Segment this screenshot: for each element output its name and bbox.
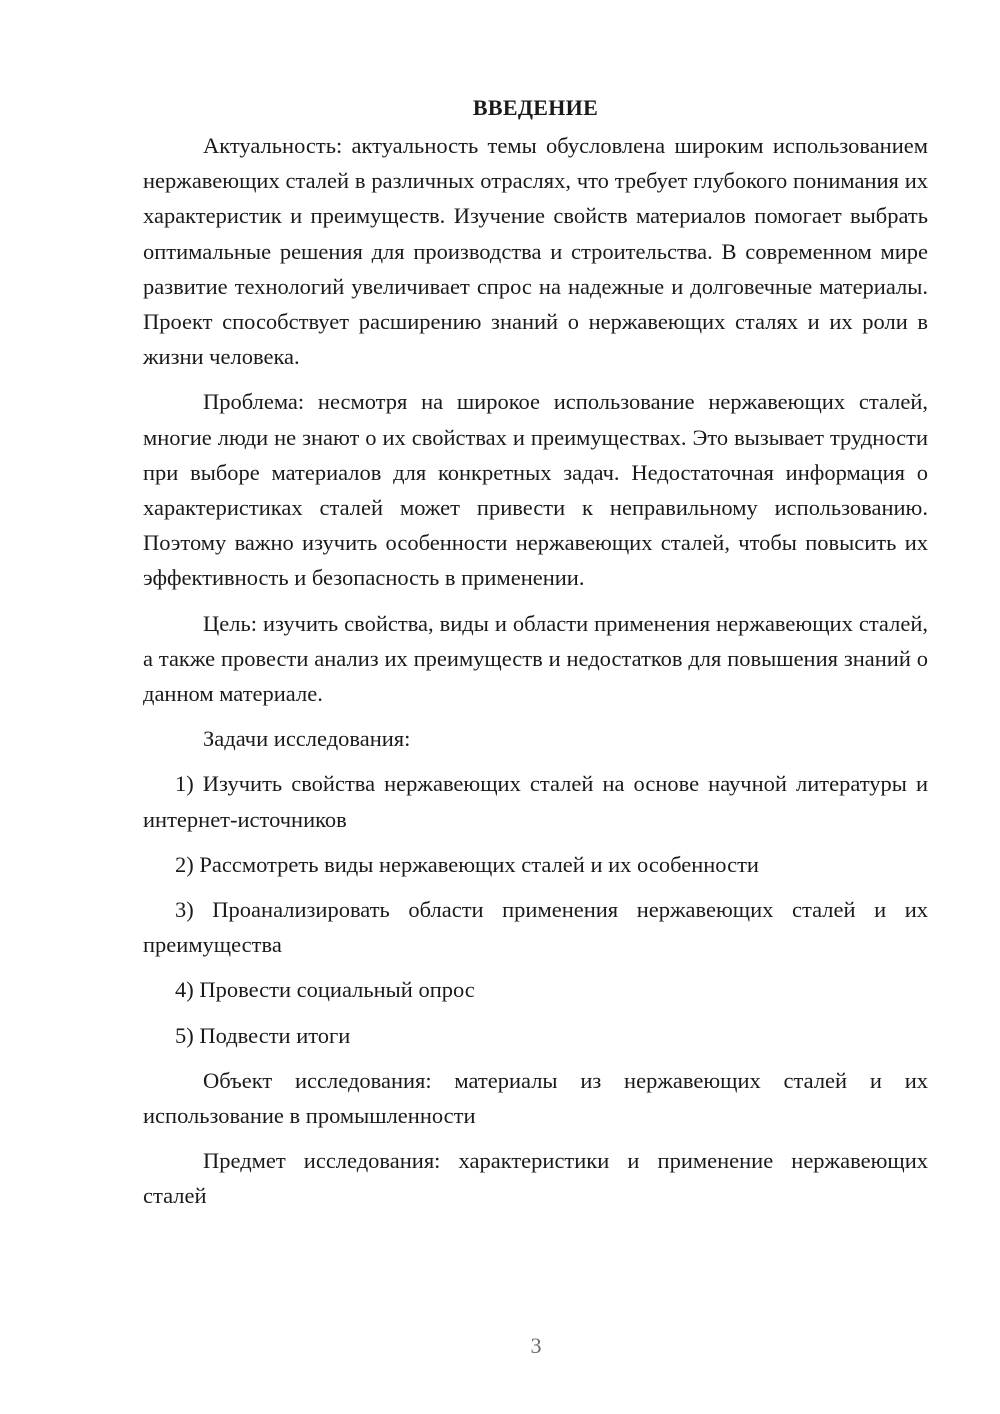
paragraph-actuality: Актуальность: актуальность темы обусловлена широким использованием нержавеющих сталей в различных отраслях, что требует глубокого понимания их характеристик и преимуществ. Изучение свойств материалов помогает выбрать оптимальные решения для производства и строительства. В современном мире развитие технологий увеличивает спрос на надежные и долговечные материалы. Проект способствует расширению знаний о нержавеющих сталях и их роли в жизни человека. [143,133,928,370]
list-item: 3) Проанализировать области применения нержавеющих сталей и их преимущества [143,897,928,958]
paragraph-goal: Цель: изучить свойства, виды и области применения нержавеющих сталей, а также провести анализ их преимуществ и недостатков для повышения знаний о данном материале. [143,610,928,707]
paragraph-subject: Предмет исследования: характеристики и применение нержавеющих сталей [143,1148,928,1209]
list-item: 2) Рассмотреть виды нержавеющих сталей и их особенности [175,851,759,877]
page-title: ВВЕДЕНИЕ [472,95,599,120]
tasks-list [143,766,928,1052]
paragraph-object: Объект исследования: материалы из нержавеющих сталей и их использование в промышленности [143,1067,928,1129]
page-number: 3 [530,1333,542,1358]
list-item: 4) Провести социальный опрос [175,977,475,1003]
list-item: 5) Подвести итоги [175,1022,351,1048]
paragraph-problem: Проблема: несмотря на широкое использование нержавеющих сталей, многие люди не знают о их свойствах и преимуществах. Это вызывает трудности при выборе материалов для конкретных задач. Недостаточная информация о характеристиках сталей может привести к неправильному использованию. Поэтому важно изучить особенности нержавеющих сталей, чтобы повысить их эффективность и безопасность в применении. [143,389,928,591]
list-item: 1) Изучить свойства нержавеющих сталей на основе научной литературы и интернет-источников [143,771,928,832]
tasks-heading: Задачи исследования: [203,726,411,752]
document-page [143,92,928,1224]
